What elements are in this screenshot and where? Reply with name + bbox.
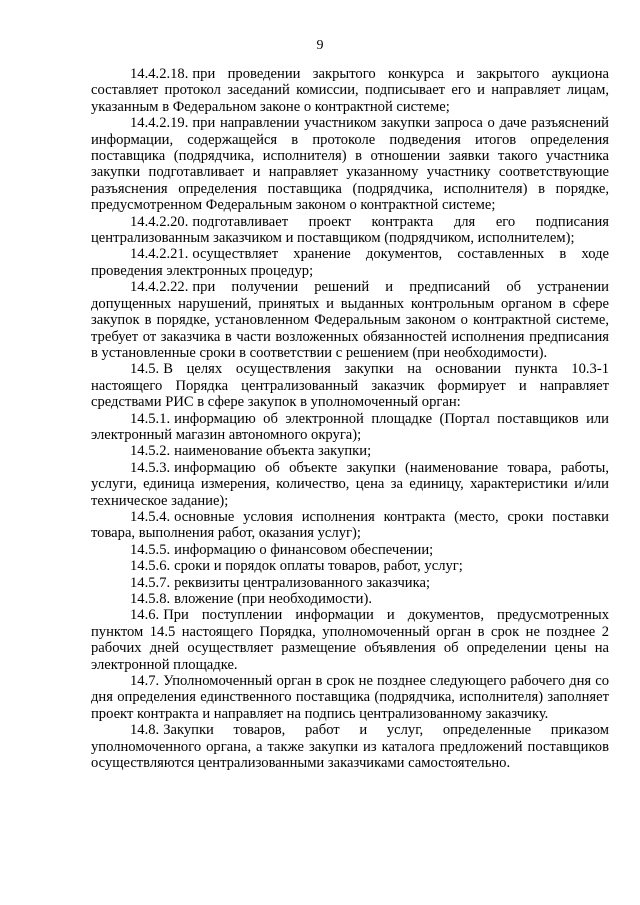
- paragraph-14-4-2-19: [91, 115, 609, 213]
- clause-text: при получении решений и предписаний об устранении допущенных нарушений, принятых и выданных контрольным органом в сфере закупок в порядке, установленном Федеральным законом о контрактной системе, требует от заказчика в части возложенных обязанностей исполнения предписания в установленные сроки в соответствии с решением (при необходимости).: [91, 279, 609, 361]
- clause-number: 14.8.: [130, 722, 160, 739]
- clause-text: реквизиты централизованного заказчика;: [174, 574, 431, 591]
- paragraph-14-4-2-22: [91, 279, 609, 361]
- clause-text: основные условия исполнения контракта (место, сроки поставки товара, выполнения работ, оказания услуг);: [91, 508, 609, 542]
- clause-number: 14.4.2.19.: [130, 115, 189, 132]
- clause-text: наименование объекта закупки;: [174, 443, 372, 460]
- paragraph-14-5-1: [91, 411, 609, 444]
- paragraph-14-5: [91, 361, 609, 410]
- clause-number: 14.4.2.21.: [130, 246, 189, 263]
- paragraph-14-5-8: [91, 591, 609, 607]
- paragraph-14-4-2-18: [91, 66, 609, 115]
- clause-text: сроки и порядок оплаты товаров, работ, услуг;: [174, 558, 463, 575]
- clause-text: вложение (при необходимости).: [174, 591, 372, 607]
- clause-text: информацию об объекте закупки (наименование товара, работы, услуги, единица измерения, количество, цена за единицу, характеристики и/или техническое задание);: [91, 459, 609, 509]
- clause-number: 14.4.2.22.: [130, 279, 189, 296]
- paragraph-14-6: [91, 607, 609, 673]
- clause-text: В целях осуществления закупки на основании пункта 10.3-1 настоящего Порядка централизованный заказчик формирует и направляет средствами РИС в сфере закупок в уполномоченный орган:: [91, 361, 609, 411]
- paragraph-14-5-2: [91, 443, 609, 459]
- clause-number: 14.6.: [130, 607, 160, 624]
- clause-text: При поступлении информации и документов, предусмотренных пунктом 14.5 настоящего Порядка, уполномоченный орган в срок не позднее 2 рабочих дней осуществляет размещение объявления об определении цены на электронной площадке.: [91, 607, 609, 673]
- paragraph-14-5-3: [91, 460, 609, 509]
- clause-text: Закупки товаров, работ и услуг, определенные приказом уполномоченного органа, а также закупки из каталога предложений поставщиков осуществляются централизованными заказчиками самостоятельно.: [91, 722, 609, 772]
- clause-number: 14.5.7.: [130, 574, 171, 591]
- paragraph-14-5-4: [91, 509, 609, 542]
- clause-number: 14.5.8.: [130, 591, 171, 607]
- clause-number: 14.5.2.: [130, 443, 171, 460]
- clause-number: 14.5.1.: [130, 410, 171, 427]
- paragraph-14-4-2-20: [91, 214, 609, 247]
- clause-number: 14.4.2.20.: [130, 213, 189, 230]
- document-body: [91, 66, 609, 771]
- paragraph-14-8: [91, 722, 609, 771]
- clause-number: 14.5.5.: [130, 541, 171, 558]
- clause-number: 14.5.6.: [130, 558, 171, 575]
- paragraph-14-7: [91, 673, 609, 722]
- paragraph-14-5-7: [91, 575, 609, 591]
- clause-text: Уполномоченный орган в срок не позднее следующего рабочего дня со дня определения единственного поставщика (подрядчика, исполнителя) заполняет проект контракта и направляет на подпись централизованному заказчику.: [91, 673, 609, 722]
- clause-number: 14.5.3.: [130, 459, 171, 476]
- clause-text: подготавливает проект контракта для его подписания централизованным заказчиком и поставщиком (подрядчиком, исполнителем);: [91, 213, 609, 247]
- clause-text: при проведении закрытого конкурса и закрытого аукциона составляет протокол заседаний комиссии, подписывает его и направляет лицам, указанным в Федеральном законе о контрактной системе;: [91, 66, 609, 115]
- page-number: 9: [316, 38, 324, 53]
- clause-number: 14.7.: [130, 673, 160, 690]
- clause-number: 14.5.4.: [130, 508, 171, 525]
- clause-number: 14.5.: [130, 361, 160, 378]
- clause-text: информацию об электронной площадке (Портал поставщиков или электронный магазин автономного округа);: [91, 410, 609, 443]
- clause-text: осуществляет хранение документов, составленных в ходе проведения электронных процедур;: [91, 246, 609, 279]
- clause-number: 14.4.2.18.: [130, 66, 189, 82]
- paragraph-14-5-5: [91, 542, 609, 558]
- clause-text: при направлении участником закупки запроса о даче разъяснений информации, содержащейся в протоколе подведения итогов определения поставщика (подрядчика, исполнителя) в отношении заявки такого участника закупки подготавливает и направляет указанному участнику соответствующие разъяснения определения поставщика (подрядчика, исполнителя) в порядке, предусмотренном Федеральным законом о контрактной системе;: [91, 115, 609, 214]
- clause-text: информацию о финансовом обеспечении;: [174, 541, 434, 558]
- paragraph-14-5-6: [91, 558, 609, 574]
- paragraph-14-4-2-21: [91, 246, 609, 279]
